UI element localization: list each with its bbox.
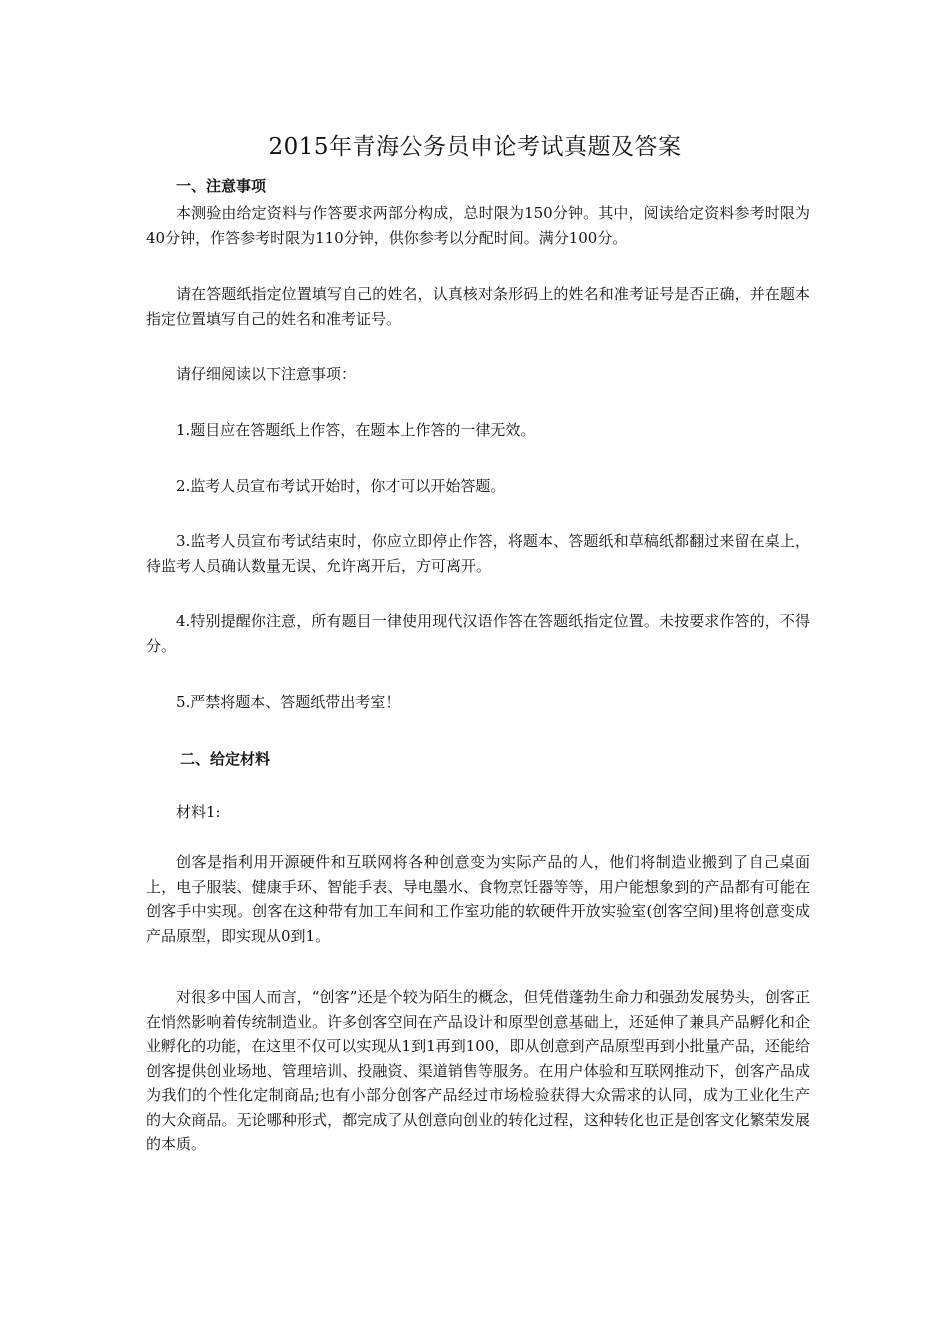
section-heading-materials: 二、给定材料 xyxy=(180,750,271,768)
document-title: 2015年青海公务员申论考试真题及答案 xyxy=(268,134,682,160)
notice-item-2: 2.监考人员宣布考试开始时，你才可以开始答题。 xyxy=(176,477,506,495)
notice-item-5: 5.严禁将题本、答题纸带出考室！ xyxy=(176,693,401,711)
fill-name-paragraph: 请在答题纸指定位置填写自己的姓名，认真核对条形码上的姓名和准考证号是否正确，并在题本指定位置填写自己的姓名和准考证号。 xyxy=(146,285,810,328)
notice-item-1: 1.题目应在答题纸上作答，在题本上作答的一律无效。 xyxy=(176,421,536,439)
material-label: 材料1: xyxy=(176,803,221,821)
notice-item-4: 4.特别提醒你注意，所有题目一律使用现代汉语作答在答题纸指定位置。未按要求作答的，不得分。 xyxy=(146,612,810,655)
notice-item-3: 3.监考人员宣布考试结束时，你应立即停止作答，将题本、答题纸和草稿纸都翻过来留在桌上，待监考人员确认数量无误、允许离开后，方可离开。 xyxy=(146,532,810,575)
intro-paragraph: 本测验由给定资料与作答要求两部分构成，总时限为150分钟。其中，阅读给定资料参考时限为40分钟，作答参考时限为110分钟，供你参考以分配时间。满分100分。 xyxy=(146,204,810,247)
material-paragraph-1: 创客是指利用开源硬件和互联网将各种创意变为实际产品的人，他们将制造业搬到了自己桌面上，电子服装、健康手环、智能手表、导电墨水、食物烹饪器等等，用户能想象到的产品都有可能在创客手中实现。创客在这种带有加工车间和工作室功能的软硬件开放实验室(创客空间)里将创意变成产品原型，即实现从0到1。 xyxy=(146,853,810,945)
section-heading-notice: 一、注意事项 xyxy=(176,177,267,195)
read-notice-paragraph: 请仔细阅读以下注意事项： xyxy=(176,365,357,383)
material-paragraph-2: 对很多中国人而言，“创客”还是个较为陌生的概念，但凭借蓬勃生命力和强劲发展势头，创客正在悄然影响着传统制造业。许多创客空间在产品设计和原型创意基础上，还延伸了兼具产品孵化和企业孵化的功能，在这里不仅可以实现从1到1再到100，即从创意到产品原型再到小批量产品，还能给创客提供创业场地、管理培训、投融资、渠道销售等服务。在用户体验和互联网推动下，创客产品成为我们的个性化定制商品;也有小部分创客产品经过市场检验获得大众需求的认同，成为工业化生产的大众商品。无论哪种形式，都完成了从创意向创业的转化过程，这种转化也正是创客文化繁荣发展的本质。 xyxy=(146,988,810,1153)
